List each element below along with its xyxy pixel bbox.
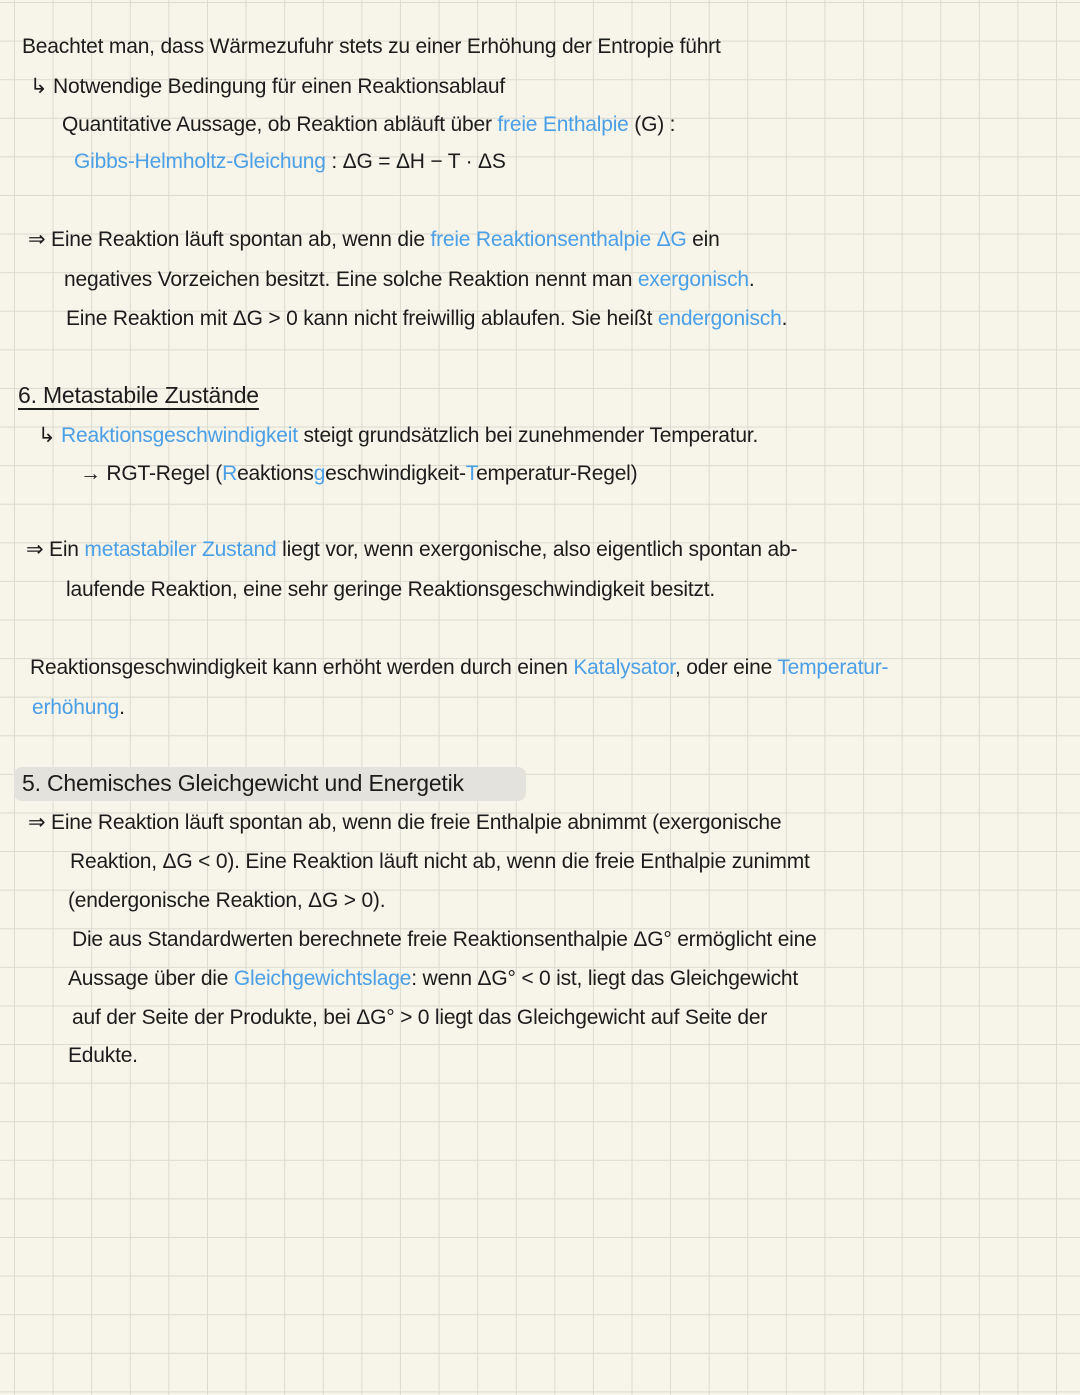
highlighted-term: endergonisch bbox=[657, 307, 782, 330]
equilibrium-line-5 bbox=[68, 965, 798, 993]
rate-increase-cont bbox=[32, 694, 125, 722]
quantitative-line bbox=[62, 111, 675, 139]
text-segment: auf der Seite der Produkte, bei ΔG° > 0 liegt das Gleichgewicht auf Seite der bbox=[72, 1006, 768, 1029]
highlighted-term: Reaktionsgeschwindigkeit bbox=[61, 424, 298, 447]
highlighted-term: Gibbs-Helmholtz-Gleichung bbox=[74, 150, 326, 173]
equilibrium-line-6 bbox=[72, 1004, 767, 1032]
equilibrium-line-1 bbox=[28, 809, 781, 837]
text-segment: Reaktionsgeschwindigkeit kann erhöht werden durch einen bbox=[30, 656, 574, 679]
rgt-rule-line bbox=[80, 460, 637, 488]
text-segment: : wenn ΔG° < 0 ist, liegt das Gleichgewicht bbox=[411, 967, 798, 990]
text-segment: Die aus Standardwerten berechnete freie Reaktionsenthalpie ΔG° ermöglicht eine bbox=[72, 928, 817, 951]
highlighted-term: g bbox=[313, 462, 326, 485]
text-segment: eschwindigkeit- bbox=[325, 462, 466, 485]
highlighted-term: R bbox=[222, 462, 238, 485]
section-heading-equilibrium bbox=[22, 769, 464, 797]
equilibrium-line-7 bbox=[68, 1042, 138, 1070]
metastable-definition-line bbox=[26, 536, 797, 564]
text-segment: Reaktion, ΔG < 0). Eine Reaktion läuft nicht ab, wenn die freie Enthalpie zunimmt bbox=[70, 850, 810, 873]
highlighted-term: Gleichgewichtslage bbox=[233, 967, 412, 990]
text-segment: , oder eine bbox=[675, 656, 778, 679]
text-segment: 5. Chemisches Gleichgewicht und Energetik bbox=[22, 770, 464, 796]
highlighted-term: Temperatur- bbox=[777, 656, 889, 679]
text-segment: laufende Reaktion, eine sehr geringe Reaktionsgeschwindigkeit besitzt. bbox=[66, 578, 716, 601]
highlighted-term: erhöhung bbox=[32, 696, 120, 719]
highlighted-term: exergonisch bbox=[637, 268, 749, 291]
intro-line bbox=[22, 33, 721, 61]
text-segment: → RGT-Regel ( bbox=[80, 462, 223, 485]
rate-temperature-line bbox=[38, 422, 758, 450]
text-segment: negatives Vorzeichen besitzt. Eine solche Reaktion nennt man bbox=[64, 268, 638, 291]
text-segment: steigt grundsätzlich bei zunehmender Temperatur. bbox=[297, 424, 759, 447]
text-segment: Aussage über die bbox=[68, 967, 234, 990]
highlighted-term: freie Reaktionsenthalpie ΔG bbox=[430, 228, 687, 251]
text-segment: Quantitative Aussage, ob Reaktion abläuft über bbox=[62, 113, 498, 136]
spontaneous-rule-line bbox=[28, 226, 720, 254]
metastable-definition-cont bbox=[66, 576, 715, 604]
text-segment: eaktions bbox=[237, 462, 314, 485]
text-segment: ↳ bbox=[38, 424, 62, 447]
text-segment: ⇒ Eine Reaktion läuft spontan ab, wenn die bbox=[28, 228, 431, 251]
text-segment: Edukte. bbox=[68, 1044, 138, 1067]
text-segment: 6. Metastabile Zustände bbox=[18, 382, 259, 408]
text-segment: liegt vor, wenn exergonische, also eigentlich spontan ab- bbox=[276, 538, 798, 561]
equilibrium-line-3 bbox=[68, 887, 385, 915]
highlighted-term: T bbox=[465, 462, 477, 485]
note-line bbox=[30, 73, 505, 101]
exergonic-line bbox=[64, 266, 755, 294]
equilibrium-line-2 bbox=[70, 848, 810, 876]
text-segment: . bbox=[748, 268, 755, 291]
equilibrium-line-4 bbox=[72, 926, 817, 954]
highlighted-term: Katalysator bbox=[573, 656, 676, 679]
text-segment: emperatur-Regel) bbox=[476, 462, 638, 485]
section-heading-metastable bbox=[18, 381, 259, 409]
text-segment: Beachtet man, dass Wärmezufuhr stets zu einer Erhöhung der Entropie führt bbox=[22, 35, 721, 58]
text-segment: . bbox=[781, 307, 788, 330]
text-segment: ⇒ Ein bbox=[26, 538, 85, 561]
highlighted-term: metastabiler Zustand bbox=[84, 538, 277, 561]
endergonic-line bbox=[66, 305, 787, 333]
rate-increase-line bbox=[30, 654, 888, 682]
highlighted-term: freie Enthalpie bbox=[497, 113, 629, 136]
text-segment: ein bbox=[686, 228, 720, 251]
text-segment: (endergonische Reaktion, ΔG > 0). bbox=[68, 889, 386, 912]
text-segment: ↳ Notwendige Bedingung für einen Reaktionsablauf bbox=[30, 75, 505, 98]
text-segment: Eine Reaktion mit ΔG > 0 kann nicht freiwillig ablaufen. Sie heißt bbox=[66, 307, 658, 330]
text-segment: ⇒ Eine Reaktion läuft spontan ab, wenn die freie Enthalpie abnimmt (exergonische bbox=[28, 811, 782, 834]
text-segment: . bbox=[119, 696, 125, 719]
text-segment: (G) : bbox=[628, 113, 676, 136]
text-segment: : ΔG = ΔH − T · ΔS bbox=[325, 150, 506, 173]
gibbs-helmholtz-equation bbox=[74, 148, 506, 176]
